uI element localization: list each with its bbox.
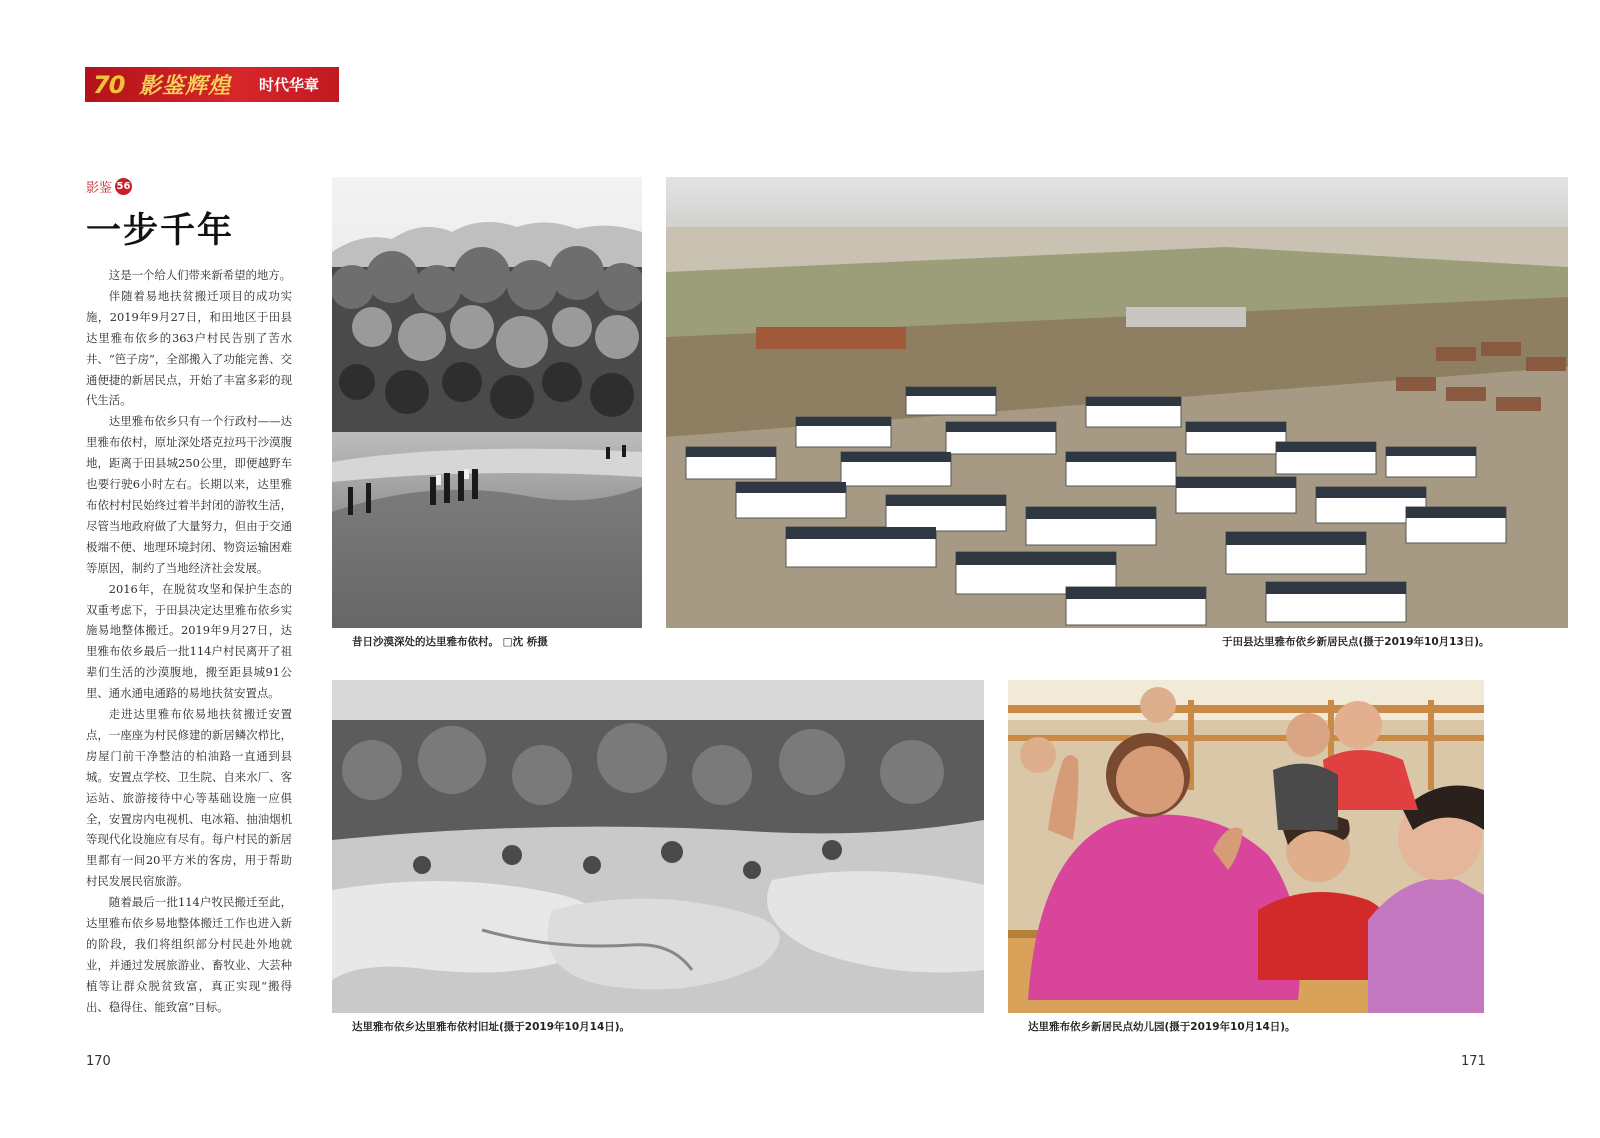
page-number-left: 170 xyxy=(86,1054,111,1069)
caption-kindergarten: 达里雅布依乡新居民点幼儿园(摄于2019年10月14日)。 xyxy=(1028,1021,1296,1033)
banner-subtitle: 时代华章 xyxy=(259,76,320,94)
section-number-badge: 56 xyxy=(115,178,132,195)
anniversary-70-logo: 70 xyxy=(93,70,125,99)
header-banner xyxy=(85,67,339,102)
paragraph: 伴随着易地扶贫搬迁项目的成功实施，2019年9月27日，和田地区于田县达里雅布依乡的363户村民告别了苦水井、“笆子房”，全部搬入了功能完善、交通便捷的新居民点，开始了丰富多彩的现代生活。 xyxy=(86,288,292,408)
paragraph: 走进达里雅布依易地扶贫搬迁安置点，一座座为村民修建的新居鳞次栉比，房屋门前干净整洁的柏油路一直通到县城。安置点学校、卫生院、自来水厂、客运站、旅游接待中心等基础设施一应俱全，安置房内电视机、电冰箱、抽油烟机等现代化设施应有尽有。每户村民的新居里都有一间20平方米的客房，用于帮助村民发展民宿旅游。 xyxy=(86,707,292,889)
paragraph: 达里雅布依乡只有一个行政村——达里雅布依村，原址深处塔克拉玛干沙漠腹地，距离于田县城250公里，即便越野车也要行驶6小时左右。长期以来，达里雅布依村村民始终过着半封闭的游牧生活，尽管当地政府做了大量努力，但由于交通极端不便、地理环境封闭、物资运输困难等原因，制约了当地经济社会发展。 xyxy=(86,414,292,575)
photo-kindergarten xyxy=(1008,680,1484,1013)
photo-old-site-image xyxy=(332,680,984,1013)
paragraph: 2016年，在脱贫攻坚和保护生态的双重考虑下，于田县决定达里雅布依乡实施易地整体搬迁。2019年9月27日，达里雅布依乡最后一批114户村民离开了祖辈们生活的沙漠腹地，搬至距县城91公里、通水通电通路的易地扶贫安置点。 xyxy=(86,581,292,701)
caption-old-village: 昔日沙漠深处的达里雅布依村。 □沈 桥摄 xyxy=(352,636,548,648)
photo-old-village-image xyxy=(332,177,642,628)
photo-old-village xyxy=(332,177,642,628)
paragraph: 这是一个给人们带来新希望的地方。 xyxy=(108,268,292,282)
article-title: 一步千年 xyxy=(86,210,235,251)
section-label-text: 影鉴 xyxy=(86,181,113,196)
article-body xyxy=(86,265,292,1018)
photo-new-settlement xyxy=(666,177,1568,628)
photo-new-settlement-image xyxy=(666,177,1568,628)
section-label xyxy=(86,177,132,196)
photo-old-site xyxy=(332,680,984,1013)
caption-new-settlement: 于田县达里雅布依乡新居民点(摄于2019年10月13日)。 xyxy=(1222,636,1490,648)
photo-kindergarten-image xyxy=(1008,680,1484,1013)
banner-brand: 影鉴辉煌 xyxy=(139,73,232,99)
paragraph: 随着最后一批114户牧民搬迁至此，达里雅布依乡易地整体搬迁工作也进入新的阶段，我们将组织部分村民赴外地就业，并通过发展旅游业、畜牧业、大芸种植等让群众脱贫致富，真正实现“搬得出、稳得住、能致富”目标。 xyxy=(86,895,292,1014)
page-number-right: 171 xyxy=(1461,1054,1486,1069)
caption-old-site: 达里雅布依乡达里雅布依村旧址(摄于2019年10月14日)。 xyxy=(352,1021,631,1033)
